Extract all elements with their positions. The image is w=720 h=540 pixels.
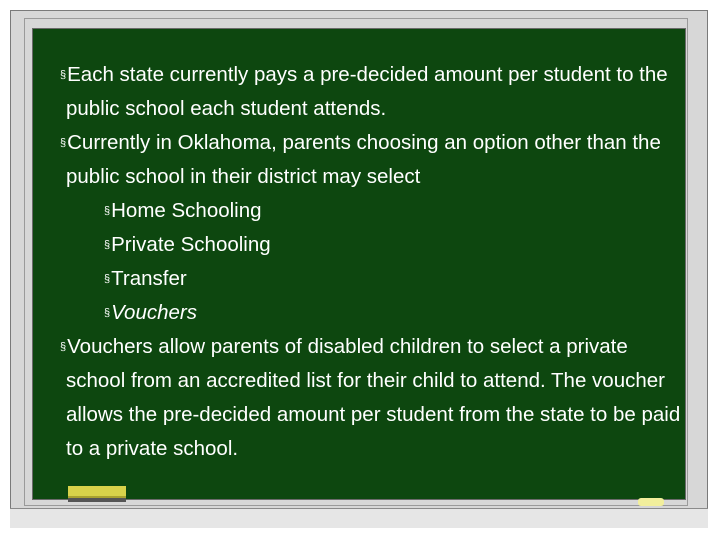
bullet-item [60,330,686,466]
sub-bullet-item [66,194,686,228]
bullet-item [60,126,686,194]
bullet-icon: § [60,137,67,149]
bullet-item [60,58,686,126]
bullet-text: Vouchers [111,301,197,324]
sub-bullet-item [66,262,686,296]
bullet-icon: § [60,69,67,81]
bullet-text: Vouchers allow parents of disabled children to select a private school from an accredited list for their child to attend. The voucher allows the pre-decided amount per student from the state to be paid to a private school. [66,335,681,460]
chalk-shadow [68,498,126,502]
bullet-icon: § [104,273,111,285]
bullet-text: Transfer [111,267,187,290]
bullet-icon: § [104,205,111,217]
slide-content [60,58,686,466]
sub-bullet-item [66,296,686,330]
bullet-text: Home Schooling [111,199,262,222]
sub-bullet-item [66,228,686,262]
bullet-text: Each state currently pays a pre-decided amount per student to the public school each student attends. [66,63,668,120]
chalk-tray [10,508,708,528]
chalk-smudge [638,498,664,506]
bullet-text: Private Schooling [111,233,271,256]
chalk-stick [68,486,126,498]
bullet-icon: § [60,341,67,353]
bullet-icon: § [104,239,111,251]
bullet-text: Currently in Oklahoma, parents choosing an option other than the public school in their district may select [66,131,661,188]
bullet-icon: § [104,307,111,319]
